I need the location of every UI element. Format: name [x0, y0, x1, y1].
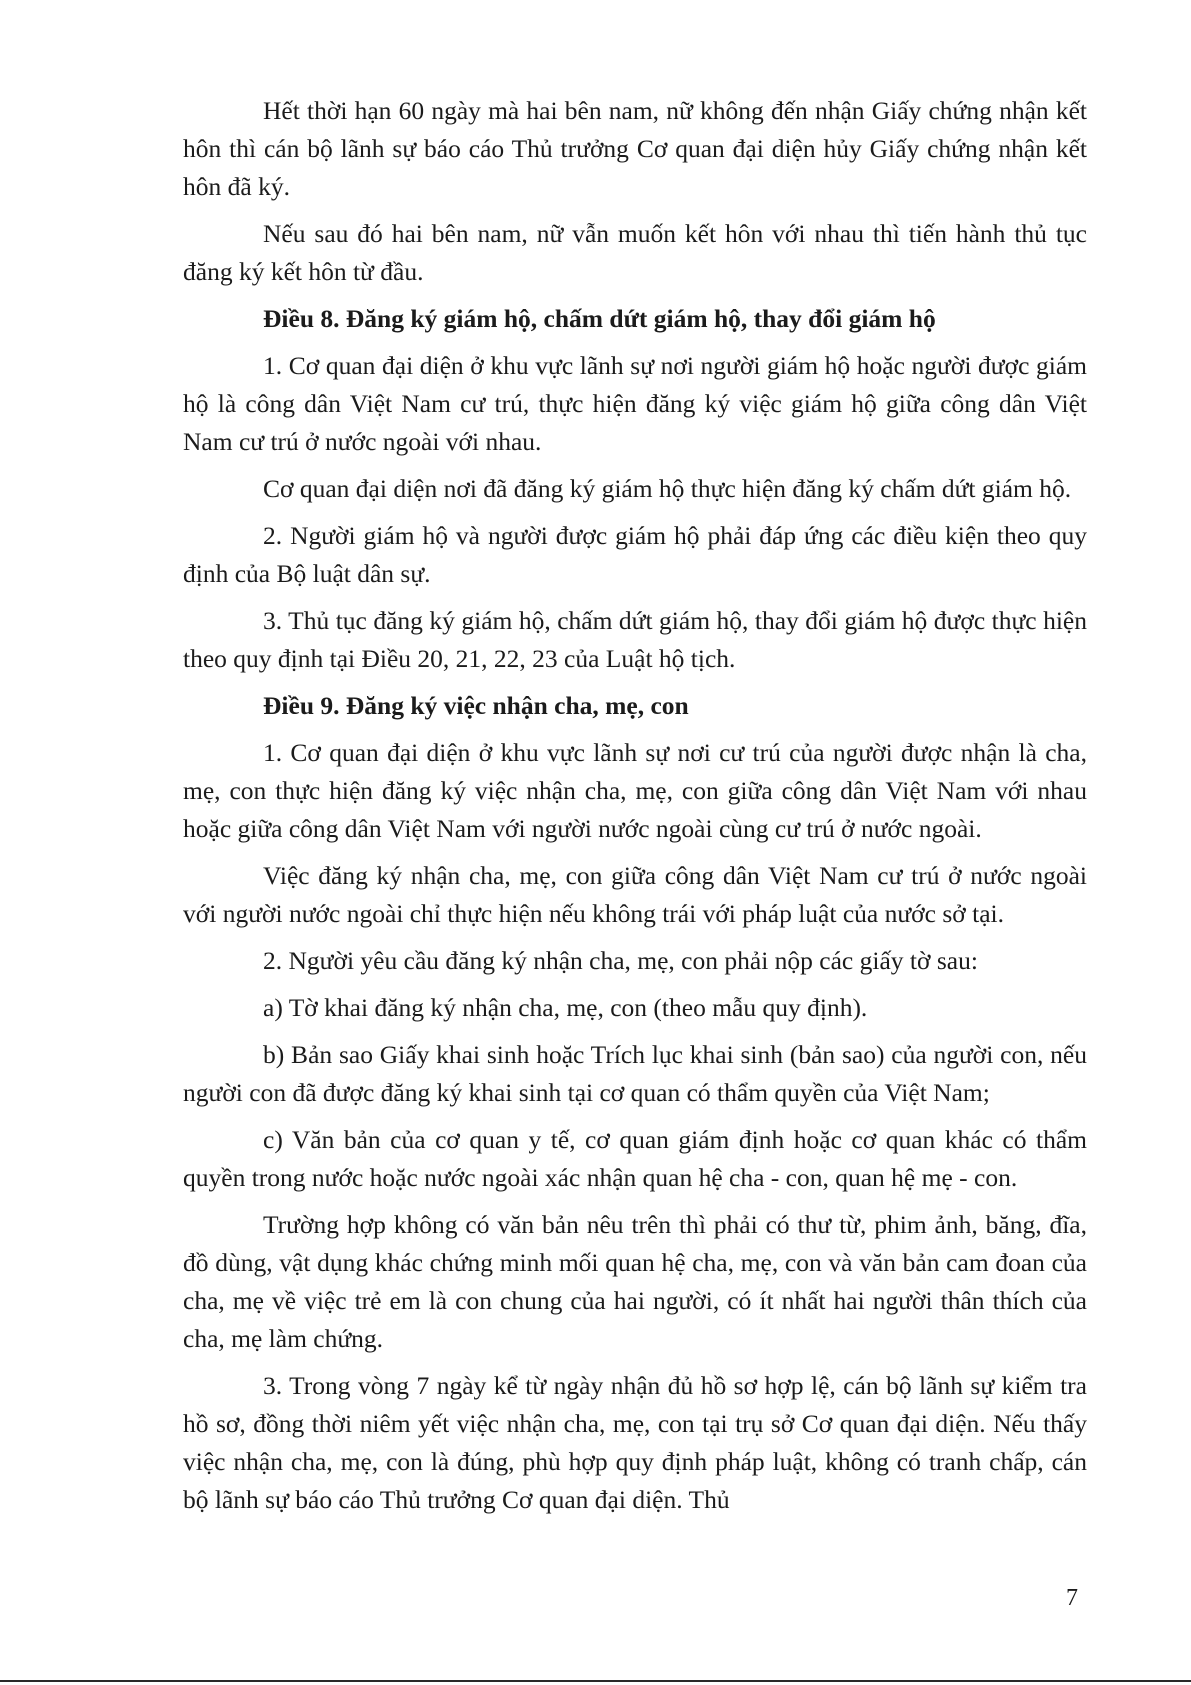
document-page [183, 92, 1087, 1528]
paragraph: 1. Cơ quan đại diện ở khu vực lãnh sự nơi cư trú của người được nhận là cha, mẹ, con thực hiện đăng ký việc nhận cha, mẹ, con giữa công dân Việt Nam với nhau hoặc giữa công dân Việt Nam với người nước ngoài cùng cư trú ở nước ngoài. [183, 738, 1087, 843]
paragraph: 3. Trong vòng 7 ngày kể từ ngày nhận đủ hồ sơ hợp lệ, cán bộ lãnh sự kiểm tra hồ sơ, đồng thời niêm yết việc nhận cha, mẹ, con tại trụ sở Cơ quan đại diện. Nếu thấy việc nhận cha, mẹ, con là đúng, phù hợp quy định pháp luật, không có tranh chấp, cán bộ lãnh sự báo cáo Thủ trưởng Cơ quan đại diện. Thủ [183, 1371, 1087, 1514]
page-bottom-edge [0, 1680, 1191, 1682]
paragraph: Nếu sau đó hai bên nam, nữ vẫn muốn kết hôn với nhau thì tiến hành thủ tục đăng ký kết hôn từ đầu. [183, 219, 1087, 286]
paragraph: 3. Thủ tục đăng ký giám hộ, chấm dứt giám hộ, thay đổi giám hộ được thực hiện theo quy định tại Điều 20, 21, 22, 23 của Luật hộ tịch. [183, 606, 1087, 673]
paragraph: c) Văn bản của cơ quan y tế, cơ quan giám định hoặc cơ quan khác có thẩm quyền trong nước hoặc nước ngoài xác nhận quan hệ cha - con, quan hệ mẹ - con. [183, 1125, 1087, 1192]
paragraph: Cơ quan đại diện nơi đã đăng ký giám hộ thực hiện đăng ký chấm dứt giám hộ. [263, 474, 1072, 503]
paragraph: Hết thời hạn 60 ngày mà hai bên nam, nữ không đến nhận Giấy chứng nhận kết hôn thì cán bộ lãnh sự báo cáo Thủ trưởng Cơ quan đại diện hủy Giấy chứng nhận kết hôn đã ký. [183, 96, 1087, 201]
article-9-heading: Điều 9. Đăng ký việc nhận cha, mẹ, con [263, 691, 689, 720]
article-8-heading: Điều 8. Đăng ký giám hộ, chấm dứt giám hộ, thay đổi giám hộ [263, 304, 936, 333]
paragraph: 2. Người giám hộ và người được giám hộ phải đáp ứng các điều kiện theo quy định của Bộ luật dân sự. [183, 521, 1087, 588]
paragraph: Việc đăng ký nhận cha, mẹ, con giữa công dân Việt Nam cư trú ở nước ngoài với người nước ngoài chỉ thực hiện nếu không trái với pháp luật của nước sở tại. [183, 861, 1087, 928]
paragraph: b) Bản sao Giấy khai sinh hoặc Trích lục khai sinh (bản sao) của người con, nếu người con đã được đăng ký khai sinh tại cơ quan có thẩm quyền của Việt Nam; [183, 1040, 1087, 1107]
paragraph: 2. Người yêu cầu đăng ký nhận cha, mẹ, con phải nộp các giấy tờ sau: [263, 946, 978, 975]
paragraph: 1. Cơ quan đại diện ở khu vực lãnh sự nơi người giám hộ hoặc người được giám hộ là công dân Việt Nam cư trú, thực hiện đăng ký việc giám hộ giữa công dân Việt Nam cư trú ở nước ngoài với nhau. [183, 351, 1087, 456]
paragraph: a) Tờ khai đăng ký nhận cha, mẹ, con (theo mẫu quy định). [263, 993, 868, 1022]
paragraph: Trường hợp không có văn bản nêu trên thì phải có thư từ, phim ảnh, băng, đĩa, đồ dùng, vật dụng khác chứng minh mối quan hệ cha, mẹ, con và văn bản cam đoan của cha, mẹ về việc trẻ em là con chung của hai người, có ít nhất hai người thân thích của cha, mẹ làm chứng. [183, 1210, 1087, 1353]
page-number: 7 [1066, 1585, 1078, 1611]
